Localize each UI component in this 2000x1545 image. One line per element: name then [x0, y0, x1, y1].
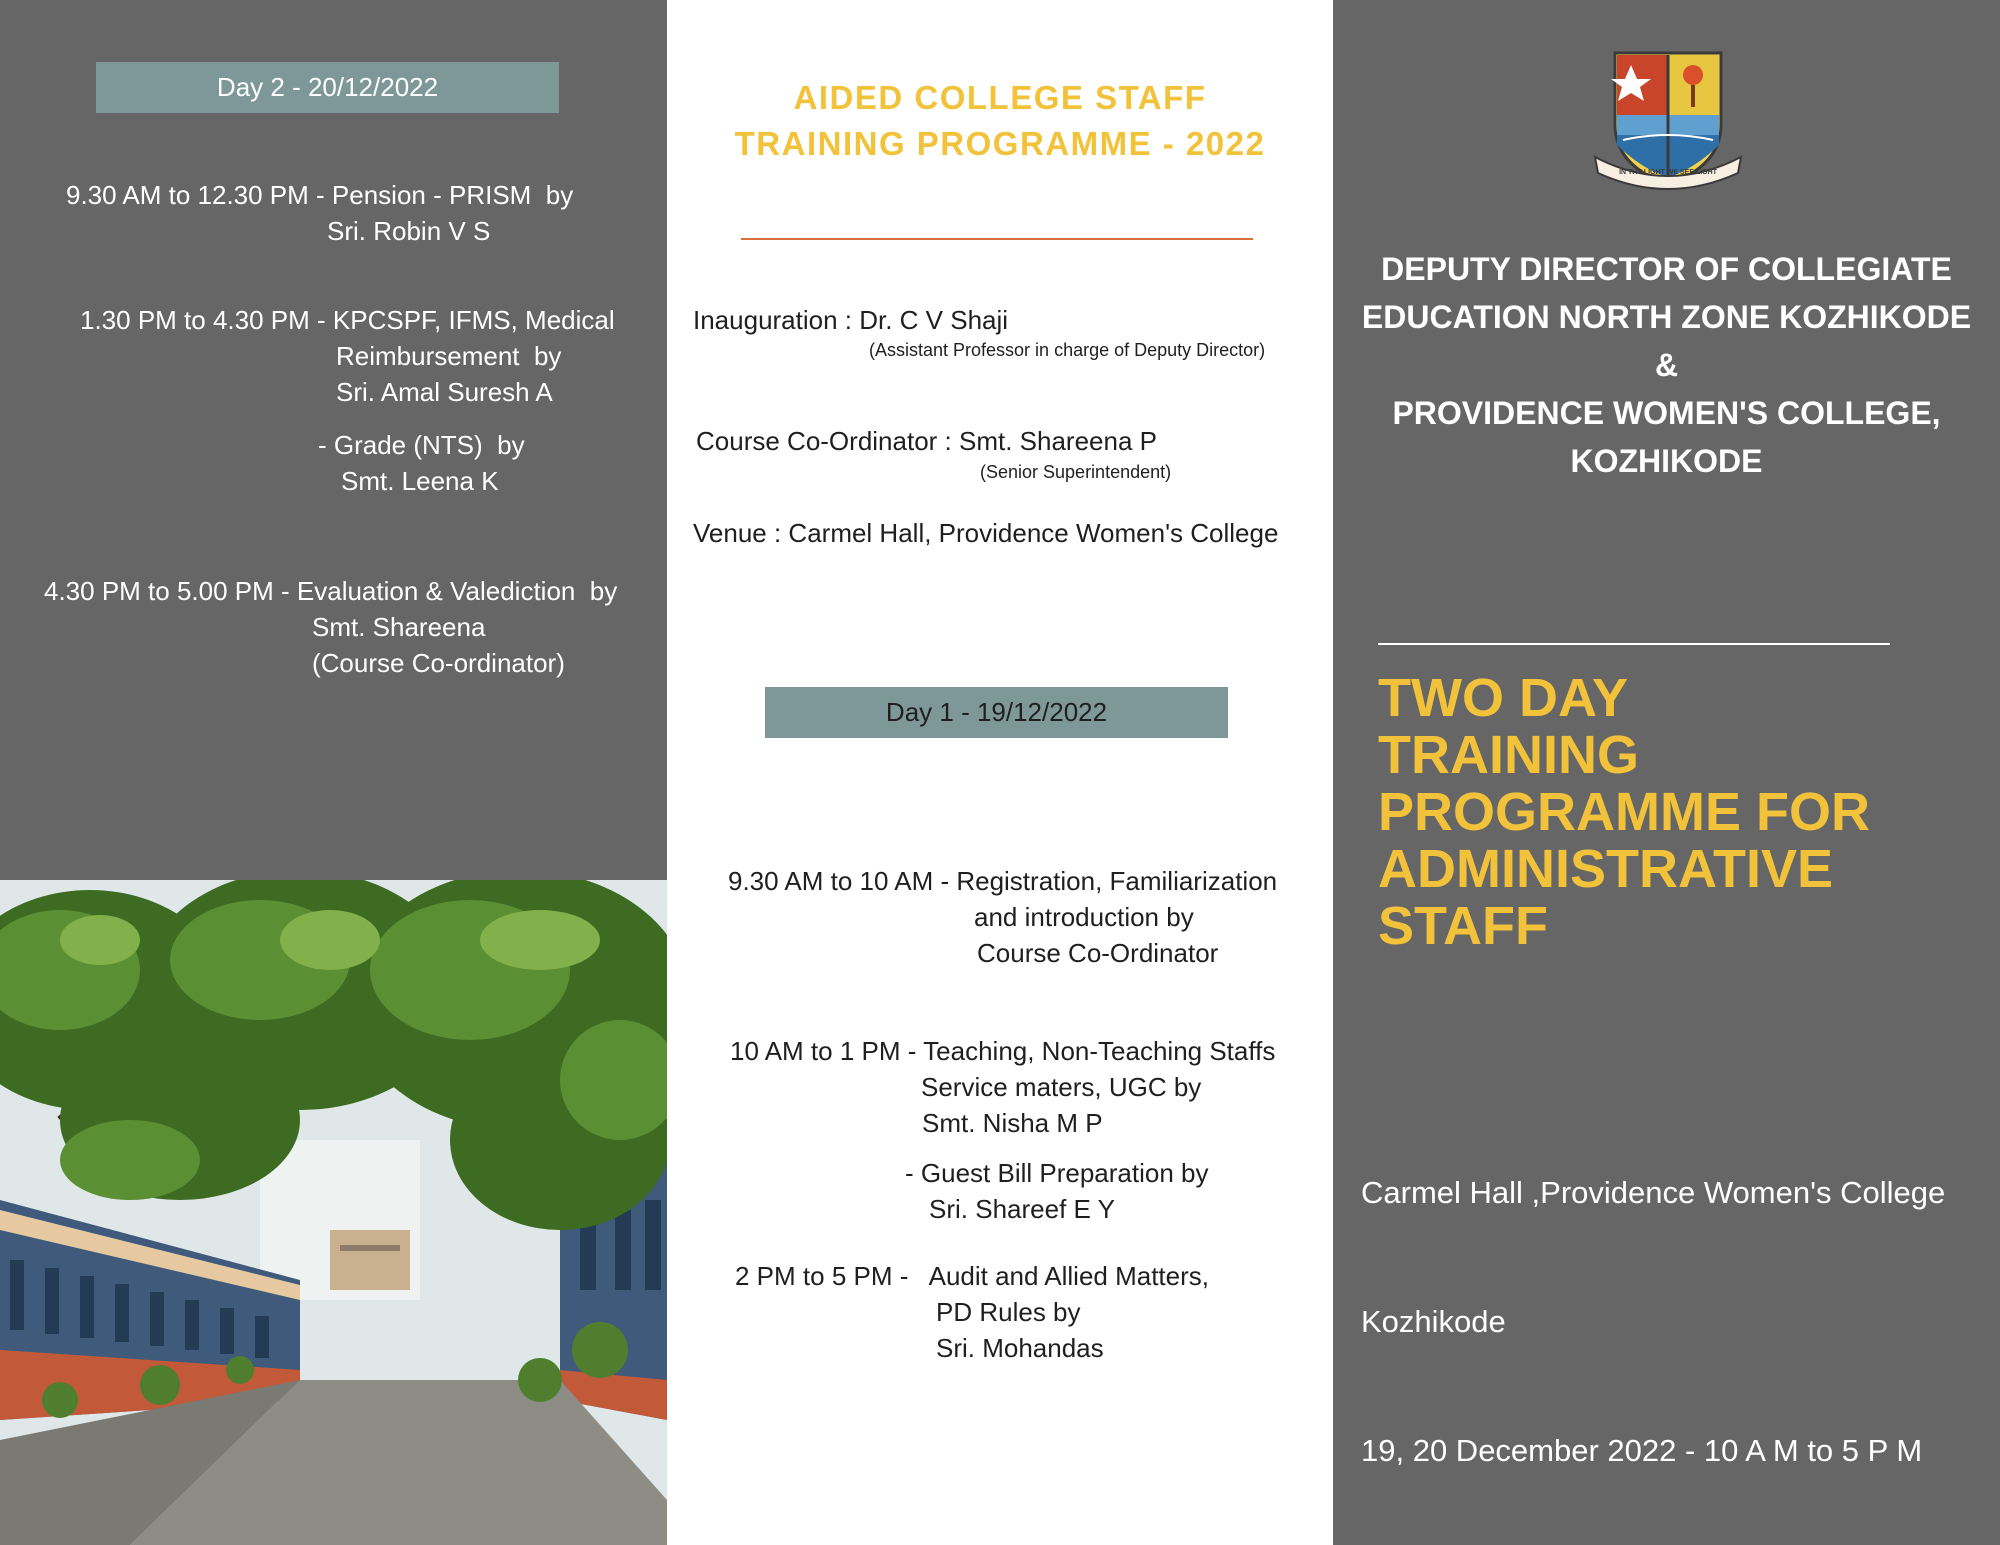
venue-line: Venue : Carmel Hall, Providence Women's College — [693, 518, 1279, 548]
venue-line2: Kozhikode — [1361, 1304, 1506, 1339]
campus-photo — [0, 880, 667, 1545]
day1-session4-line1: 2 PM to 5 PM - Audit and Allied Matters, — [735, 1261, 1209, 1291]
day1-badge — [765, 687, 1228, 738]
organiser-line2: EDUCATION NORTH ZONE KOZHIKODE — [1361, 299, 1972, 335]
day1-session1-line3: Course Co-Ordinator — [977, 938, 1219, 968]
programme-title-line2: TRAINING PROGRAMME - 2022 — [734, 125, 1266, 162]
day2-session3-line2: Smt. Leena K — [341, 466, 499, 496]
organiser-line4: KOZHIKODE — [1570, 443, 1763, 479]
left-panel — [0, 0, 667, 1545]
day2-session4-line2: Smt. Shareena — [312, 612, 486, 642]
day1-session4-line2: PD Rules by — [936, 1297, 1081, 1327]
day1-session2-line1: 10 AM to 1 PM - Teaching, Non-Teaching Staffs — [730, 1036, 1276, 1066]
day1-session3-line1: - Guest Bill Preparation by — [905, 1158, 1209, 1188]
venue-line1: Carmel Hall ,Providence Women's College — [1361, 1175, 1946, 1210]
headline-line3: PROGRAMME FOR — [1378, 782, 1870, 842]
headline-line5: STAFF — [1378, 896, 1548, 956]
day1-session2-line2: Service maters, UGC by — [921, 1072, 1202, 1102]
day1-session1-line1: 9.30 AM to 10 AM - Registration, Familiarization — [728, 866, 1278, 896]
emblem-motto: IN THY LIGHT WE SEE LIGHT — [1619, 169, 1717, 176]
day2-session3-line1: - Grade (NTS) by — [318, 430, 525, 460]
headline-line1: TWO DAY — [1378, 668, 1629, 728]
coordinator-line: Course Co-Ordinator : Smt. Shareena P — [696, 426, 1157, 456]
day1-session4-line3: Sri. Mohandas — [936, 1333, 1104, 1363]
day2-session4-line3: (Course Co-ordinator) — [312, 648, 565, 678]
day1-session1-line2: and introduction by — [974, 902, 1194, 932]
day2-session2-line1: 1.30 PM to 4.30 PM - KPCSPF, IFMS, Medical — [80, 305, 615, 335]
day2-session2-line2: Reimbursement by — [336, 341, 562, 371]
training-headline — [1378, 670, 1978, 955]
day2-session4-line1: 4.30 PM to 5.00 PM - Evaluation & Valediction by — [44, 576, 618, 606]
inauguration-note: (Assistant Professor in charge of Deputy Director) — [869, 340, 1266, 360]
headline-line2: TRAINING — [1378, 725, 1639, 785]
day2-badge — [96, 62, 559, 113]
organisers-heading — [1333, 245, 2000, 485]
day2-session2-line3: Sri. Amal Suresh A — [336, 377, 553, 407]
college-emblem — [1593, 45, 1743, 195]
day2-session1-line1: 9.30 AM to 12.30 PM - Pension - PRISM by — [66, 180, 574, 210]
title-divider — [741, 238, 1253, 240]
day1-session3-line2: Sri. Shareef E Y — [929, 1194, 1115, 1224]
day1-session2-line3: Smt. Nisha M P — [922, 1108, 1103, 1138]
organiser-line3: PROVIDENCE WOMEN'S COLLEGE, — [1392, 395, 1941, 431]
inauguration-line: Inauguration : Dr. C V Shaji — [693, 305, 1009, 335]
day2-badge-label: Day 2 - 20/12/2022 — [216, 72, 439, 102]
date-time-line: 19, 20 December 2022 - 10 A M to 5 P M — [1361, 1433, 1923, 1468]
organiser-ampersand: & — [1654, 347, 1679, 383]
headline-divider — [1378, 643, 1890, 645]
right-panel — [1333, 0, 2000, 1545]
headline-line4: ADMINISTRATIVE — [1378, 839, 1833, 899]
programme-title-line1: AIDED COLLEGE STAFF — [793, 79, 1207, 116]
venue-date-block — [1361, 1085, 1945, 1545]
day2-session1-line2: Sri. Robin V S — [327, 216, 491, 246]
coordinator-note: (Senior Superintendent) — [980, 462, 1172, 482]
organiser-line1: DEPUTY DIRECTOR OF COLLEGIATE — [1381, 251, 1952, 287]
middle-panel — [667, 0, 1333, 1545]
day1-badge-label: Day 1 - 19/12/2022 — [885, 697, 1108, 727]
